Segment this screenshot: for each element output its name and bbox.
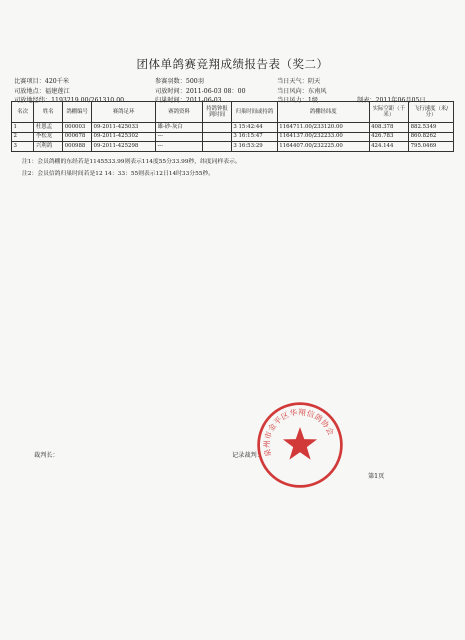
wind-force: 当日风力：1级 xyxy=(277,97,319,104)
cell-coords: 1164407.00/232225.00 xyxy=(277,142,369,152)
note-2: 注2：会员信鸽归巢时间若是12 14：33：55则表示12日14时33分55秒。 xyxy=(22,171,215,177)
header-ring: 赛鸽足环 xyxy=(92,102,156,123)
cell-speed: 795.0469 xyxy=(409,142,454,152)
cell-arrival: 3 16:15:47 xyxy=(231,132,277,142)
entry-count: 参赛羽数：500羽 xyxy=(155,78,204,85)
race-project: 比赛项目：420千米 xyxy=(14,78,70,85)
cell-ring: 09-2011-425033 xyxy=(92,123,156,133)
header-speed: 飞行速度（米/分） xyxy=(409,102,454,123)
cell-arrival: 3 16:53:29 xyxy=(231,142,277,152)
cell-ring: 09-2011-425302 xyxy=(92,132,156,142)
cell-speed: 860.8262 xyxy=(409,132,454,142)
official-seal xyxy=(255,400,345,490)
header-pigeon-info: 赛鸽资料 xyxy=(156,102,203,123)
cell-loft-id: 000003 xyxy=(63,123,92,133)
return-time: 归巢时间：2011-06-03 xyxy=(155,97,222,104)
cell-distance: 424.144 xyxy=(369,142,409,152)
page-number: 第1页 xyxy=(368,473,385,480)
header-distance: 实际空距（千米） xyxy=(369,102,409,123)
cell-pigeon-info: 雄-砂-灰白 xyxy=(156,123,203,133)
cell-distance: 408.378 xyxy=(369,123,409,133)
table-row xyxy=(12,142,454,152)
header-arrival: 归巢时间或持鸽 xyxy=(231,102,277,123)
cell-name: 杜恩孟 xyxy=(34,123,63,133)
header-clock-time: 持鸽钟报到时间 xyxy=(203,102,232,123)
cell-pigeon-info: --- xyxy=(156,132,203,142)
results-table xyxy=(11,101,454,152)
seal-text: 泉州市金平区华翔信鸽协会 xyxy=(262,407,336,458)
cell-rank: 3 xyxy=(12,142,34,152)
cell-loft-id: 000988 xyxy=(63,142,92,152)
weather: 当日天气：阴天 xyxy=(277,78,321,85)
cell-name: 兴利鸽 xyxy=(34,142,63,152)
table-header-row xyxy=(12,102,454,123)
cell-coords: 1164711.00/233120.00 xyxy=(277,123,369,133)
header-name: 姓名 xyxy=(34,102,63,123)
cell-rank: 1 xyxy=(12,123,34,133)
cell-arrival: 3 15:42:44 xyxy=(231,123,277,133)
cell-pigeon-info: --- xyxy=(156,142,203,152)
table-row xyxy=(12,123,454,133)
star-icon xyxy=(283,427,317,460)
release-location: 司放地点：福建莲江 xyxy=(14,88,70,95)
referee-label: 裁判长： xyxy=(34,452,59,459)
cell-distance: 426.783 xyxy=(369,132,409,142)
prepared-date: 制表：2011年06月05日 xyxy=(357,97,426,104)
header-coords: 鸽棚经纬度 xyxy=(277,102,369,123)
cell-clock-time xyxy=(203,132,232,142)
page-title: 团体单鸽赛竞翔成绩报告表（奖二） xyxy=(136,57,329,71)
header-loft-id: 鸽棚编号 xyxy=(63,102,92,123)
cell-clock-time xyxy=(203,123,232,133)
release-coords: 司放地经纬：1193219.00/261310.00 xyxy=(14,97,125,104)
cell-speed: 882.5349 xyxy=(409,123,454,133)
cell-coords: 1164137.00/232233.00 xyxy=(277,132,369,142)
cell-clock-time xyxy=(203,142,232,152)
cell-loft-id: 000678 xyxy=(63,132,92,142)
recorder-label: 记录裁判： xyxy=(232,452,263,459)
cell-rank: 2 xyxy=(12,132,34,142)
header-rank: 名次 xyxy=(12,102,34,123)
wind-direction: 当日风向：东南风 xyxy=(277,88,327,95)
release-time: 司放时间：2011-06-03 08：00 xyxy=(155,88,246,95)
note-1: 注1：会员鸽棚的东经若是1145533.99则表示114度55分33.99秒，纬度同样表示。 xyxy=(22,159,241,165)
cell-ring: 09-2011-425298 xyxy=(92,142,156,152)
table-row xyxy=(12,132,454,142)
cell-name: 李松龙 xyxy=(34,132,63,142)
